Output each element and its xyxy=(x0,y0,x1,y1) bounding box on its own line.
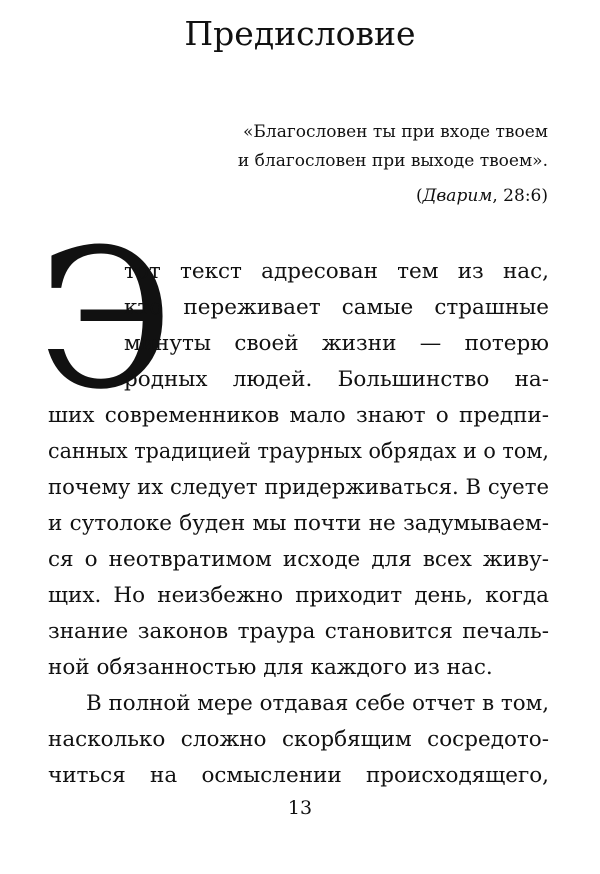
drop-cap: Э xyxy=(38,209,174,432)
text-line: санных традицией траурных обрядах и о том, xyxy=(48,439,549,464)
text-line: В полной мере отдавая себе отчет в том, xyxy=(86,691,549,716)
text-line: ся о неотвратимом исходе для всех живу- xyxy=(48,547,549,572)
text-line: насколько сложно скорбящим сосредото- xyxy=(48,727,549,752)
page-number: 13 xyxy=(287,797,313,819)
epigraph-source xyxy=(238,182,548,211)
text-line: кто переживает самые страшные xyxy=(124,295,549,320)
text-line: тот текст адресован тем из нас, xyxy=(124,259,549,284)
text-line: почему их следует придерживаться. В суете xyxy=(48,475,549,500)
epigraph-line: «Благословен ты при входе твоем xyxy=(243,122,548,142)
text-line: щих. Но неизбежно приходит день, когда xyxy=(48,583,549,608)
text-line: ной обязанностью для каждого из нас. xyxy=(48,655,493,680)
epigraph-line: и благословен при выходе твоем». xyxy=(237,151,548,171)
text-line: и сутолоке буден мы почти не задумываем- xyxy=(48,511,549,536)
text-line: родных людей. Большинство на- xyxy=(124,367,549,392)
chapter-title: Предисловие xyxy=(184,14,416,53)
text-line: знание законов траура становится печаль- xyxy=(48,619,549,644)
epigraph-source-ref: , 28:6) xyxy=(492,186,548,206)
epigraph-source-open: ( xyxy=(415,186,423,206)
text-line: минуты своей жизни — потерю xyxy=(124,331,549,356)
epigraph xyxy=(238,118,548,211)
epigraph-source-name: Дварим xyxy=(422,186,493,206)
text-line: ших современников мало знают о предпи- xyxy=(48,403,549,428)
text-line: читься на осмыслении происходящего, xyxy=(48,763,549,788)
